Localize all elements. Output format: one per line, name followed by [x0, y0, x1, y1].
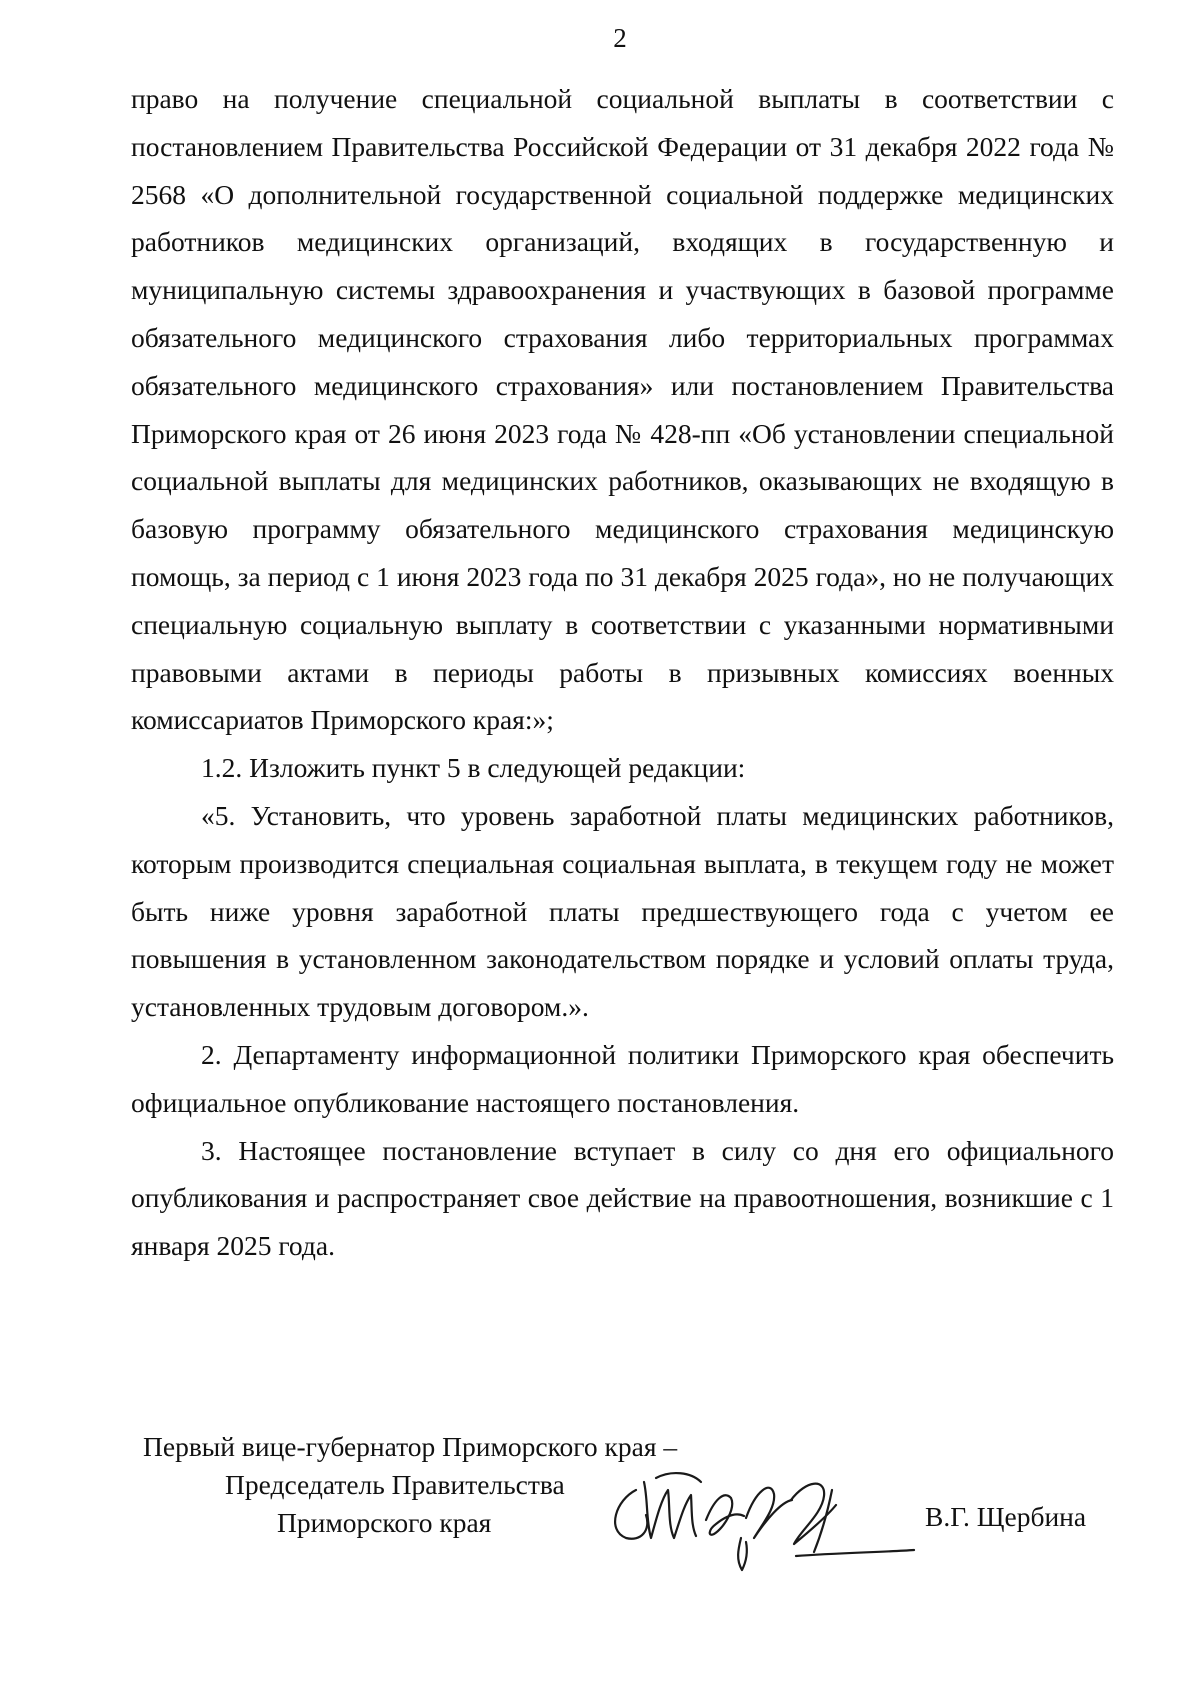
page-number: 2 — [613, 23, 627, 53]
signature-block — [0, 1430, 1200, 1590]
signatory-title-line-2: Председатель Правительства — [225, 1469, 565, 1500]
paragraph-continuation: право на получение специальной социальной выплаты в соответствии с постановлением Правительства Российской Федерации от 31 декабря 2022 года № 2568 «О дополнительной государственной социальной поддержке медицинских работников медицинских организаций, входящих в государственную и муниципальную системы здравоохранения и участвующих в базовой программе обязательного медицинского страхования либо территориальных программах обязательного медицинского страхования» или постановлением Правительства Приморского края от 26 июня 2023 года № 428-пп «Об установлении специальной социальной выплаты для медицинских работников, оказывающих не входящую в базовую программу обязательного медицинского страхования медицинскую помощь, за период с 1 июня 2023 года по 31 декабря 2025 года», но не получающих специальную социальную выплату в соответствии с указанными нормативными правовыми актами в периоды работы в призывных комиссиях военных комиссариатов Приморского края:»; — [131, 83, 1114, 736]
document-body — [131, 75, 1114, 1270]
paragraph-item-5-text: «5. Установить, что уровень заработной платы медицинских работников, которым производится специальная социальная выплата, в текущем году не может быть ниже уровня заработной платы предшествующего года с учетом ее повышения в установленном законодательством порядке и условий оплаты труда, установленных трудовым договором.». — [131, 799, 1114, 1023]
signatory-title-line-3: Приморского края — [277, 1507, 492, 1538]
signatory-title-line-1: Первый вице-губернатор Приморского края – — [143, 1431, 678, 1462]
paragraph-item-3: 3. Настоящее постановление вступает в силу со дня его официального опубликования и распространяет свое действие на правоотношения, возникшие с 1 января 2025 года. — [131, 1134, 1114, 1262]
signatory-name: В.Г. Щербина — [925, 1501, 1087, 1532]
paragraph-item-1-2: 1.2. Изложить пункт 5 в следующей редакции: — [201, 752, 746, 784]
handwritten-signature — [596, 1460, 926, 1580]
paragraph-item-2: 2. Департаменту информационной политики Приморского края обеспечить официальное опубликование настоящего постановления. — [131, 1038, 1114, 1118]
